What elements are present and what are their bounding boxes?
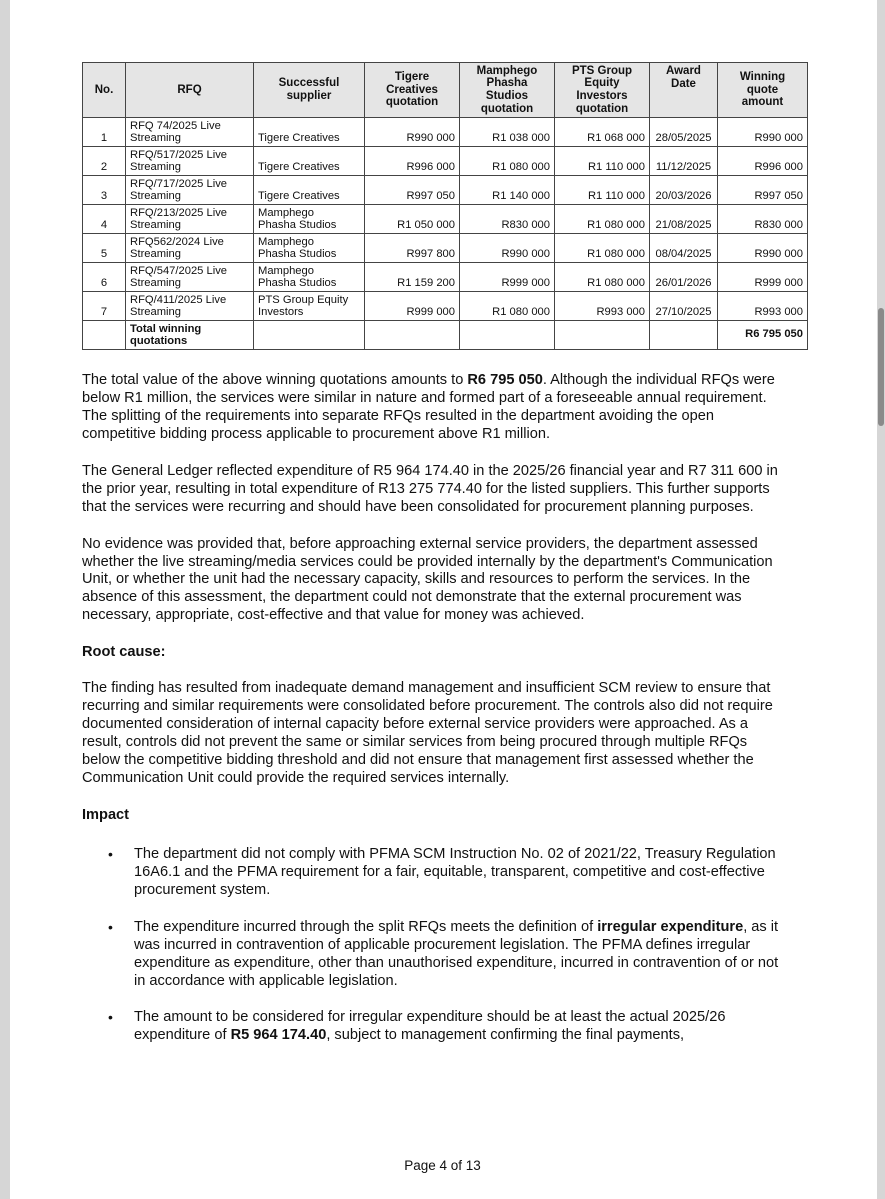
cell-rfq: RFQ/717/2025 Live Streaming [126,176,254,205]
scan-edge-left [0,0,10,1199]
table-row [83,234,808,263]
cell-winning: R996 000 [718,147,808,176]
cell-winning: R993 000 [718,292,808,321]
list-item: • The department did not comply with PFMA SCM Instruction No. 02 of 2021/22, Treasury Regulation 16A6.1 and the PFMA requirement for a fair, equitable, transparent, competitive and cost-effective procurement system. [108,845,776,898]
list-item: • The amount to be considered for irregular expenditure should be at least the actual 2025/26 expenditure of R5 964 174.40, subject to management confirming the final payments, [108,1009,726,1044]
table-row [83,147,808,176]
cell-no: 3 [83,176,126,205]
cell-pts: R1 068 000 [555,118,650,147]
cell-tigere: R997 800 [365,234,460,263]
table-row [83,205,808,234]
table-row [83,176,808,205]
cell-pts: R1 080 000 [555,263,650,292]
cell-rfq: RFQ/547/2025 Live Streaming [126,263,254,292]
cell-no: 1 [83,118,126,147]
table-total-row [83,321,808,350]
paragraph-root-cause: The finding has resulted from inadequate demand management and insufficient SCM review to ensure that recurring and similar requirements were consolidated before procurement. The controls also did not require documented consideration of internal capacity before external service providers were approached. As a result, controls did not prevent the same or similar services from being procured through multiple RFQs below the competitive bidding threshold and did not ensure that management first assessed whether the Communication Unit could provide the required services internally. [82,680,773,786]
cell-pts: R1 080 000 [555,234,650,263]
page-number: Page 4 of 13 [404,1158,481,1173]
cell-tigere: R996 000 [365,147,460,176]
header-no: No. [83,63,126,118]
cell-pts: R1 110 000 [555,147,650,176]
bullet-dot-icon: • [108,1009,113,1026]
paragraph-evidence: No evidence was provided that, before approaching external service providers, the department assessed whether the live streaming/media services could be provided internally by the department's Communication Unit, or whether the unit had the necessary capacity, skills and resources to perform the services. In the absence of this assessment, the department could not demonstrate that the external procurement was necessary, appropriate, cost-effective and that value for money was achieved. [82,535,773,624]
table-row [83,263,808,292]
cell-tigere: R999 000 [365,292,460,321]
table-header-row [83,63,808,118]
cell-rfq: RFQ/213/2025 Live Streaming [126,205,254,234]
list-item: • The expenditure incurred through the split RFQs meets the definition of irregular expenditure, as it was incurred in contravention of applicable procurement legislation. The PFMA defines irregular expenditure as expenditure, other than unauthorised expenditure, incurred in contravention of or not in accordance with applicable legislation. [108,918,779,989]
header-tigere: Tigere Creatives quotation [365,63,460,118]
cell-winning: R999 000 [718,263,808,292]
cell-award: 20/03/2026 [650,176,718,205]
paragraph-total-value: The total value of the above winning quotations amounts to R6 795 050. Although the individual RFQs were below R1 million, the services were similar in nature and formed part of a foreseeable annual requirement. The splitting of the requirements into separate RFQs resulted in the department avoiding the open competitive bidding process applicable to procurement above R1 million. [82,372,775,442]
cell-mamphego: R1 038 000 [460,118,555,147]
cell-tigere: R990 000 [365,118,460,147]
table-row [83,292,808,321]
cell-award: 26/01/2026 [650,263,718,292]
header-rfq: RFQ [126,63,254,118]
rfq-table [82,62,808,350]
header-pts: PTS Group Equity Investors quotation [555,63,650,118]
heading-impact: Impact [82,806,130,823]
cell-no: 5 [83,234,126,263]
cell-supplier: Mamphego Phasha Studios [254,205,365,234]
scan-edge-right [877,0,885,1199]
cell-tigere: R1 050 000 [365,205,460,234]
cell-winning: R990 000 [718,118,808,147]
cell-rfq: RFQ/411/2025 Live Streaming [126,292,254,321]
scrollbar-thumb[interactable] [878,308,884,426]
cell-no: 4 [83,205,126,234]
cell-tigere: R1 159 200 [365,263,460,292]
cell-rfq: RFQ562/2024 Live Streaming [126,234,254,263]
cell-pts: R993 000 [555,292,650,321]
impact-list [82,846,792,1045]
header-award-date: Award Date [650,63,718,118]
cell-no: 6 [83,263,126,292]
cell-mamphego: R1 140 000 [460,176,555,205]
cell-mamphego: R1 080 000 [460,292,555,321]
cell-total-amount: R6 795 050 [718,321,808,350]
heading-root-cause: Root cause: [82,644,166,661]
cell-no: 7 [83,292,126,321]
cell-pts: R1 110 000 [555,176,650,205]
header-winning: Winning quote amount [718,63,808,118]
cell-winning: R997 050 [718,176,808,205]
cell-supplier: Tigere Creatives [254,118,365,147]
paragraph-general-ledger: The General Ledger reflected expenditure of R5 964 174.40 in the 2025/26 financial year and R7 311 600 in the prior year, resulting in total expenditure of R13 275 774.40 for the listed suppliers. This further supports that the services were recurring and should have been consolidated for procurement planning purposes. [82,462,778,515]
cell-mamphego: R990 000 [460,234,555,263]
cell-award: 28/05/2025 [650,118,718,147]
cell-mamphego: R1 080 000 [460,147,555,176]
bullet-dot-icon: • [108,845,113,862]
cell-total-label: Total winning quotations [126,321,254,350]
cell-mamphego: R999 000 [460,263,555,292]
cell-award: 08/04/2025 [650,234,718,263]
cell-total-no [83,321,126,350]
cell-award: 11/12/2025 [650,147,718,176]
cell-mamphego: R830 000 [460,205,555,234]
table-row [83,118,808,147]
cell-pts: R1 080 000 [555,205,650,234]
header-mamphego: Mamphego Phasha Studios quotation [460,63,555,118]
cell-rfq: RFQ 74/2025 Live Streaming [126,118,254,147]
cell-supplier: Mamphego Phasha Studios [254,234,365,263]
cell-award: 21/08/2025 [650,205,718,234]
cell-supplier: PTS Group Equity Investors [254,292,365,321]
cell-rfq: RFQ/517/2025 Live Streaming [126,147,254,176]
cell-tigere: R997 050 [365,176,460,205]
bullet-dot-icon: • [108,918,113,935]
document-page [82,62,808,1064]
header-supplier: Successful supplier [254,63,365,118]
cell-winning: R990 000 [718,234,808,263]
cell-award: 27/10/2025 [650,292,718,321]
cell-winning: R830 000 [718,205,808,234]
cell-supplier: Mamphego Phasha Studios [254,263,365,292]
cell-supplier: Tigere Creatives [254,147,365,176]
cell-supplier: Tigere Creatives [254,176,365,205]
cell-no: 2 [83,147,126,176]
